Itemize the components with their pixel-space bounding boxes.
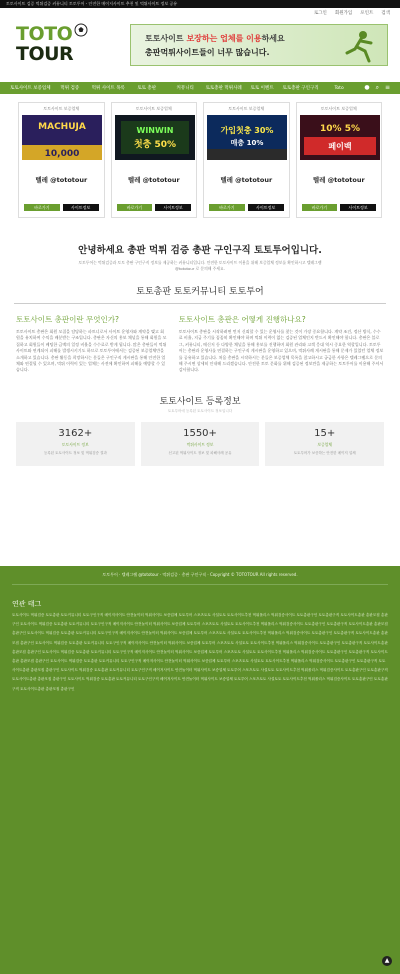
- card-name: 텔레 @tototour: [127, 176, 180, 184]
- search-link[interactable]: 검색: [381, 11, 390, 16]
- tag-cloud[interactable]: 토토사이트 먹튀검증 토토총판 토토커뮤니티 토토구인구직 메이저사이트 안전놀이터 먹튀사이트 보증업체 토토투어 스포츠토토 사설토토 토토사이트추천 먹튀폴리스 먹튀검증사이트 토토총판구인 토토총판구직 토토사이트총판 총판모집 총판구인 토토사이트 먹튀검증 토토총판 토토커뮤니티 토토구인구직 메이저사이트 안전놀이터 먹튀사이트 보증업체 토토투어 스포츠토토 사설토토 토토사이트추천 먹튀폴리스 먹튀검증사이트 토토총판구인 토토총판구직 토토사이트총판 총판모집 총판구인 토토사이트 먹튀검증 토토총판 토토커뮤니티 토토구인구직 메이저사이트 안전놀이터 먹튀사이트 보증업체 토토투어 스포츠토토 사설토토 토토사이트추천 먹튀폴리스 먹튀검증사이트 토토총판구인 토토총판구직 토토사이트총판 총판모집 총판구인 토토사이트 먹튀검증 토토총판 토토커뮤니티 토토구인구직 메이저사이트 안전놀이터 먹튀사이트 보증업체 토토투어 스포츠토토 사설토토 토토사이트추천 먹튀폴리스 먹튀검증사이트 토토총판구인 토토총판구직 토토사이트총판 총판모집 총판구인 토토사이트 먹튀검증 토토총판 토토커뮤니티 토토구인구직 메이저사이트 안전놀이터 먹튀사이트 보증업체 토토투어 스포츠토토 사설토토 토토사이트추천 먹튀폴리스 먹튀검증사이트 토토총판구인 토토총판구직 토토사이트총판 총판모집 총판구인 토토사이트 먹튀검증 토토총판 토토커뮤니티 토토구인구직 메이저사이트 안전놀이터 먹튀사이트 보증업체 토토투어 스포츠토토 사설토토 토토사이트추천 먹튀폴리스 먹튀검증사이트 토토총판구인 토토총판구직 토토사이트총판 총판모집 총판구인 토토사이트 먹튀검증 토토총판 토토커뮤니티 토토구인구직 메이저사이트 안전놀이터 먹튀사이트 보증업체 토토투어 스포츠토토 사설토토 토토사이트추천 먹튀폴리스 먹튀검증사이트 토토총판구인 토토총판구직 토토사이트총판 총판모집 총판구인 토토사이트 먹튀검증 토토총판 토토커뮤니티 토토구인구직 메이저사이트 안전놀이터 먹튀사이트 보증업체 토토투어 스포츠토토 사설토토 토토사이트추천 먹튀폴리스 먹튀검증사이트 토토총판구인 토토총판구직 토토사이트총판 총판모집 총판구인: [12, 613, 388, 691]
- card-name: 텔레 @tototour: [220, 176, 273, 184]
- stat-desc: 신고된 먹튀사이트 정보 및 피해사례 공유: [168, 450, 232, 455]
- site-logo[interactable]: [16, 23, 96, 67]
- top-links: [0, 8, 400, 20]
- stat-number: 1550+: [183, 427, 217, 439]
- header-banner[interactable]: [130, 24, 388, 66]
- banner-text-b: 하세요: [261, 34, 285, 43]
- signup-link[interactable]: 회원가입: [334, 11, 353, 16]
- partner-card[interactable]: [203, 102, 290, 218]
- stat-desc: 토토투어가 보증하는 안전한 메이저 업체: [293, 450, 356, 455]
- card-promo: 페이백: [327, 142, 352, 151]
- right-heading: 토토사이트 총판은 어떻게 진행하나요?: [178, 315, 306, 324]
- partner-card[interactable]: [18, 102, 105, 218]
- card-buttons: [209, 204, 284, 211]
- banner-line-1: [145, 33, 285, 44]
- card-brand: MACHUJA: [38, 122, 86, 132]
- banner-text-a: 토토사이트: [145, 34, 187, 43]
- tag-heading: 연관 태그: [12, 600, 42, 608]
- soccer-ball-icon: [74, 23, 88, 37]
- nav-icons: [364, 84, 390, 92]
- top-info-text: 토토사이트 검증 먹튀검증 커뮤니티 토토투어 - 안전한 메이저사이트 추천 및 먹튀사이트 정보 공유: [6, 1, 178, 6]
- card-promo: 첫충 50%: [133, 140, 176, 150]
- card-promo: 10,000: [44, 149, 80, 159]
- card-buttons: [302, 204, 377, 211]
- site-info-button[interactable]: 사이트정보: [248, 204, 284, 211]
- logo-line-2: TOUR: [16, 43, 74, 65]
- visit-button[interactable]: 바로가기: [209, 204, 245, 211]
- stat-box: [265, 422, 384, 466]
- partner-banner-image[interactable]: [22, 115, 102, 160]
- stat-number: 15+: [314, 427, 336, 439]
- card-top-label: 토토사이트 보증업체: [135, 106, 172, 111]
- card-buttons: [24, 204, 99, 211]
- info-columns: [0, 314, 400, 374]
- menu-icon[interactable]: ≡: [384, 84, 390, 91]
- nav-item-event[interactable]: 토토 이벤트: [250, 86, 274, 91]
- nav-item-agent[interactable]: 토토 총판: [137, 86, 157, 91]
- card-brand: 10% 5%: [319, 124, 360, 134]
- left-heading: 토토사이트 총판이란 무엇인가?: [16, 315, 119, 324]
- stat-box: [141, 422, 260, 466]
- point-link[interactable]: 포인트: [360, 11, 374, 16]
- nav-item-verify[interactable]: 먹튀 검증: [60, 86, 80, 91]
- registration-title: 토토사이트 등록정보: [159, 396, 241, 407]
- main-nav: [0, 82, 400, 94]
- site-header: [0, 20, 400, 70]
- site-footer: [0, 566, 400, 974]
- site-info-button[interactable]: 사이트정보: [155, 204, 191, 211]
- info-column-right: [179, 314, 384, 374]
- search-icon[interactable]: ⌕: [375, 84, 379, 91]
- stat-label: 토토사이트 정보: [61, 441, 89, 447]
- card-name: 텔레 @tototour: [35, 176, 88, 184]
- nav-item-cases[interactable]: 토토총판 먹튀사례: [205, 86, 242, 91]
- logo-line-1: TOTO: [16, 23, 73, 45]
- scroll-top-button[interactable]: [382, 956, 392, 966]
- card-brand: 가입첫충 30%: [220, 126, 274, 135]
- registration-subtitle: 토토투어에 등록된 토토사이트 정보입니다: [167, 408, 233, 413]
- nav-item-guarantee[interactable]: 토토사이트 보증업체: [10, 86, 51, 91]
- runner-icon: [339, 29, 379, 63]
- banner-line-2: 총판먹튀사이트들이 너무 많습니다.: [145, 48, 270, 57]
- left-body: 토토사이트 총판은 회원 모집을 담당하는 파트너로서 사이트 운영자와 계약을 맺고 회원을 유치하여 수익을 배분받는 구조입니다. 총판은 자신의 홍보 채널을 통해 회원을 모집하고 회원들이 베팅한 금액의 일정 비율을 수수료로 받게 됩니다. 많은 총판들이 먹튀사이트와 연계되어 피해를 발생시키기도 하므로 토토투어에서는 검증된 보증업체만을 소개하고 있습니다. 총판 활동을 희망하시는 분들은 구인구직 게시판을 통해 안전한 업체와 연결될 수 있으며, 먹튀 이력이 있는 업체는 사전에 확인하여 피해를 예방할 수 있습니다.: [16, 329, 167, 373]
- stat-label: 보증업체: [317, 441, 333, 447]
- card-top-label: 토토사이트 보증업체: [320, 106, 357, 111]
- card-promo: 매충 10%: [230, 139, 264, 147]
- site-info-button[interactable]: 사이트정보: [63, 204, 99, 211]
- stat-number: 3162+: [58, 427, 93, 439]
- visit-button[interactable]: 바로가기: [302, 204, 338, 211]
- banner-highlight: 보장하는 업체를 이용: [186, 34, 262, 43]
- nav-item-toto[interactable]: Toto: [334, 85, 344, 91]
- site-info-button[interactable]: 사이트정보: [340, 204, 376, 211]
- login-link[interactable]: 로그인: [313, 11, 327, 16]
- visit-button[interactable]: 바로가기: [117, 204, 153, 211]
- card-buttons: [117, 204, 192, 211]
- nav-item-jobs[interactable]: 토토총판 구인구직: [282, 86, 319, 91]
- stat-desc: 등록된 토토사이트 정보 및 먹튀검증 결과: [43, 450, 107, 455]
- page-description: 토토투어는 먹튀검증과 토토 총판 구인구직 정보를 제공하는 커뮤니티입니다. 안전한 토토사이트 이용을 위해 보증업체 정보를 확인하시고 텔레그램 @tototour 로 문의해 주세요.: [78, 260, 322, 271]
- card-top-label: 토토사이트 보증업체: [43, 106, 80, 111]
- nav-item-scam-list[interactable]: 먹튀 사이트 목록: [91, 86, 125, 91]
- nav-item-community[interactable]: 커뮤니티: [176, 86, 194, 91]
- stat-label: 먹튀사이트 정보: [186, 441, 214, 447]
- user-icon[interactable]: ●: [364, 84, 370, 91]
- page-title: 안녕하세요 총판 먹튀 검증 총판 구인구직 토토투어입니다.: [78, 245, 322, 256]
- stats-row: [16, 422, 384, 466]
- visit-button[interactable]: 바로가기: [24, 204, 60, 211]
- arrow-up-icon: ▲: [384, 957, 390, 964]
- card-top-label: 토토사이트 보증업체: [228, 106, 265, 111]
- partner-card[interactable]: [296, 102, 383, 218]
- card-brand: WINWIN: [136, 126, 173, 135]
- card-name: 텔레 @tototour: [312, 176, 365, 184]
- top-info-bar: [0, 0, 400, 8]
- right-body: 토토사이트 총판을 시작하려면 먼저 신뢰할 수 있는 운영사를 찾는 것이 가장 중요합니다. 계약 조건, 정산 방식, 수수료 비율, 지급 주기를 꼼꼼히 확인해야 하며 먹튀 이력이 없는 검증된 업체인지 반드시 확인해야 합니다. 총판은 블로그, 커뮤니티, 메신저 등 다양한 채널을 통해 홍보를 진행하며 회원 관리와 고객 응대 역시 중요한 역할입니다. 토토투어는 총판과 운영사를 연결하는 구인구직 게시판을 운영하고 있으며, 먹튀사례 게시판을 통해 문제가 있었던 업체 정보를 공유하고 있습니다. 처음 총판을 시작하시는 분들은 보증업체 목록을 참고하시고 궁금한 사항은 텔레그램으로 문의해 주시면 상세히 안내해 드리겠습니다. 안전한 토토 문화를 위해 검증된 정보만을 제공하는 토토투어를 이용해 주셔서 감사합니다.: [178, 329, 384, 373]
- partner-banner-image[interactable]: [207, 115, 287, 160]
- partner-banner-image[interactable]: [115, 115, 195, 160]
- info-column-left: [16, 314, 167, 374]
- partner-cards: [0, 102, 400, 222]
- stat-box: [16, 422, 135, 466]
- footer-info: 토토투어 · 텔레그램 @tototour · 먹튀검증 · 총판 구인구직 · Copyright © TOTOTOUR All rights reserved.: [102, 572, 298, 577]
- partner-card[interactable]: [111, 102, 198, 218]
- partner-banner-image[interactable]: [300, 115, 380, 160]
- section-subtitle: 토토총판 토토커뮤니티 토토투어: [14, 284, 386, 304]
